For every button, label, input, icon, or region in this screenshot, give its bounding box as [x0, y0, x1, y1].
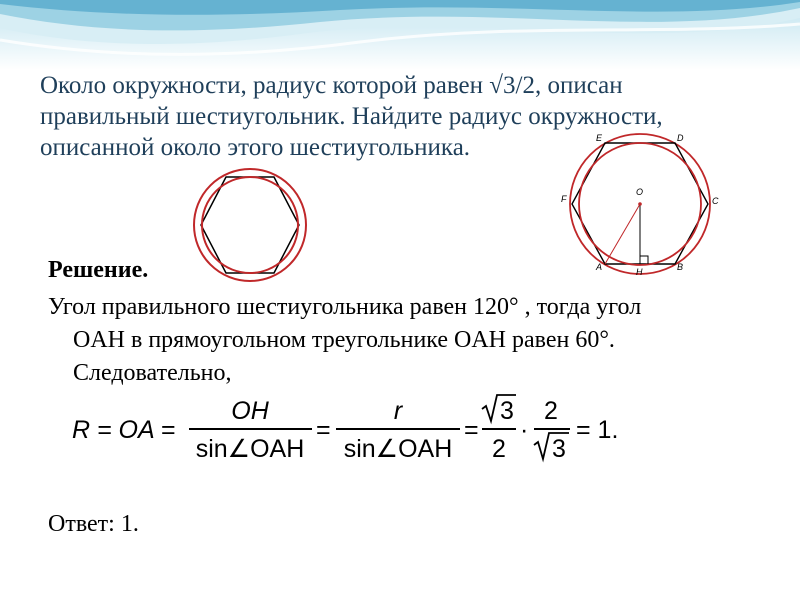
fraction-1-denominator: sin∠OAH	[195, 435, 305, 463]
center-point	[638, 202, 642, 206]
solution-line: OAH в прямоугольном треугольнике OAH равен 60°.	[73, 327, 615, 353]
answer-text: Ответ: 1.	[48, 511, 139, 537]
label-F: F	[561, 194, 567, 204]
fraction-4-numerator: 2	[544, 397, 558, 425]
hexagon-circle-figure	[188, 166, 313, 284]
fraction-1-numerator: OH	[231, 397, 269, 425]
fraction-2-denominator: sin∠OAH	[343, 435, 453, 463]
problem-line: описанной около этого шестиугольника.	[40, 134, 471, 161]
label-A: A	[596, 262, 603, 272]
right-angle-mark	[640, 256, 648, 264]
label-D: D	[677, 133, 684, 143]
solution-line: Угол правильного шестиугольника равен 120° , тогда угол	[48, 294, 642, 320]
labeled-hexagon-figure	[556, 128, 726, 278]
fraction-4-denominator: 3	[552, 435, 566, 463]
problem-line: правильный шестиугольник. Найдите радиус окружности,	[40, 103, 663, 130]
solution-line: Следовательно,	[73, 360, 232, 386]
label-H: H	[636, 267, 643, 277]
equals-sign: =	[464, 416, 479, 444]
fraction-3-numerator: 3	[500, 397, 514, 425]
label-B: B	[677, 262, 684, 272]
inscribed-circle	[202, 177, 298, 273]
formula-result: = 1.	[576, 416, 619, 444]
formula-lhs: R = OA =	[72, 416, 176, 444]
label-O: O	[636, 187, 644, 197]
solution-heading: Решение.	[48, 257, 149, 283]
fraction-2-numerator: r	[393, 397, 403, 425]
multiplication-dot: ·	[520, 416, 529, 444]
label-E: E	[596, 133, 603, 143]
equals-sign: =	[316, 416, 331, 444]
fraction-3-denominator: 2	[492, 435, 506, 463]
segment-OA	[605, 204, 640, 264]
solution-text	[48, 291, 768, 390]
problem-line: Около окружности, радиус которой равен √3/2, описан	[40, 72, 623, 99]
circumscribed-circle	[194, 169, 306, 281]
header-wave-decoration	[0, 0, 800, 70]
solution-formula	[70, 393, 640, 465]
label-C: C	[712, 196, 719, 206]
